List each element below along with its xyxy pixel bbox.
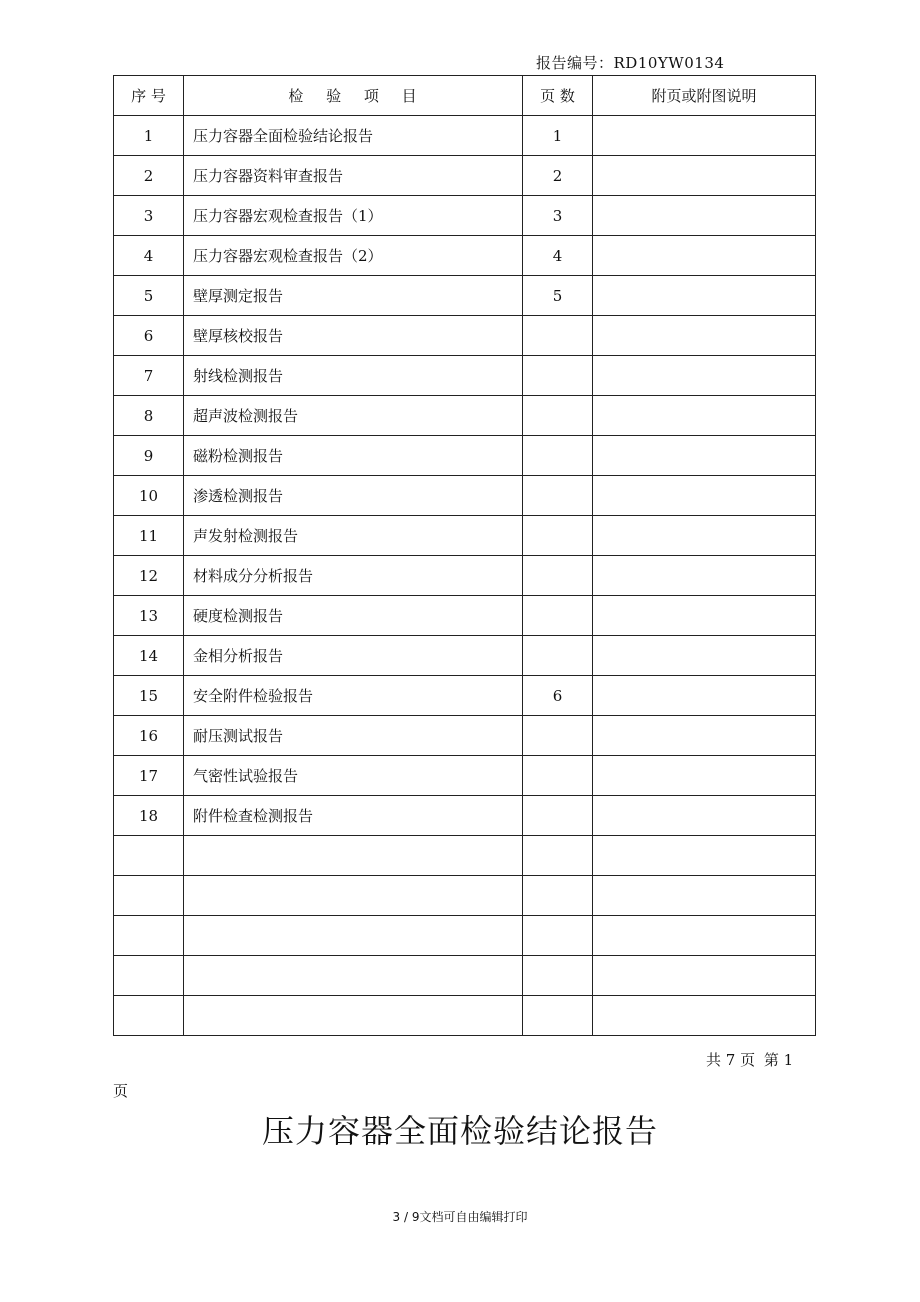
cell-seq: 4	[114, 236, 184, 276]
cell-seq: 17	[114, 756, 184, 796]
report-index-table	[113, 75, 816, 1036]
cell-pages: 6	[523, 676, 593, 716]
table-row	[114, 636, 816, 676]
table-row	[114, 436, 816, 476]
cell-item: 金相分析报告	[184, 636, 523, 676]
header-pages: 页 数	[523, 76, 593, 116]
cell-pages	[523, 396, 593, 436]
table-row	[114, 116, 816, 156]
cell-item	[184, 996, 523, 1036]
table-row	[114, 316, 816, 356]
cell-note	[593, 756, 816, 796]
cell-pages	[523, 996, 593, 1036]
cell-note	[593, 276, 816, 316]
header-seq: 序 号	[114, 76, 184, 116]
cell-note	[593, 876, 816, 916]
cell-seq: 3	[114, 196, 184, 236]
cell-pages: 3	[523, 196, 593, 236]
cell-note	[593, 156, 816, 196]
cell-seq: 16	[114, 716, 184, 756]
cell-seq: 10	[114, 476, 184, 516]
page-counter-continuation: 页	[113, 1082, 129, 1100]
page-footer: 3 / 9文档可自由编辑打印	[392, 1210, 528, 1224]
table-row	[114, 996, 816, 1036]
cell-seq: 5	[114, 276, 184, 316]
cell-note	[593, 836, 816, 876]
cell-pages	[523, 796, 593, 836]
cell-note	[593, 636, 816, 676]
table-row	[114, 556, 816, 596]
cell-item: 声发射检测报告	[184, 516, 523, 556]
cell-pages	[523, 756, 593, 796]
table-row	[114, 476, 816, 516]
cell-seq: 12	[114, 556, 184, 596]
table-row	[114, 356, 816, 396]
cell-item: 材料成分分析报告	[184, 556, 523, 596]
cell-pages	[523, 836, 593, 876]
page-current: 第 1	[763, 1051, 794, 1069]
cell-note	[593, 316, 816, 356]
cell-note	[593, 356, 816, 396]
report-number: 报告编号：RD10YW0134	[536, 54, 725, 72]
cell-item	[184, 956, 523, 996]
cell-note	[593, 396, 816, 436]
table-row	[114, 836, 816, 876]
cell-note	[593, 556, 816, 596]
cell-note	[593, 436, 816, 476]
table-row	[114, 676, 816, 716]
cell-seq	[114, 836, 184, 876]
cell-pages	[523, 556, 593, 596]
cell-pages	[523, 596, 593, 636]
cell-note	[593, 236, 816, 276]
cell-item: 压力容器全面检验结论报告	[184, 116, 523, 156]
cell-pages	[523, 356, 593, 396]
cell-note	[593, 956, 816, 996]
cell-item: 压力容器宏观检查报告（1）	[184, 196, 523, 236]
cell-seq: 2	[114, 156, 184, 196]
cell-item: 耐压测试报告	[184, 716, 523, 756]
cell-seq: 18	[114, 796, 184, 836]
cell-note	[593, 116, 816, 156]
cell-pages	[523, 716, 593, 756]
page-total: 共 7 页	[706, 1051, 756, 1069]
cell-seq: 15	[114, 676, 184, 716]
cell-note	[593, 796, 816, 836]
cell-pages: 4	[523, 236, 593, 276]
cell-item: 超声波检测报告	[184, 396, 523, 436]
table-row	[114, 156, 816, 196]
table-row	[114, 716, 816, 756]
cell-item: 附件检查检测报告	[184, 796, 523, 836]
cell-item: 硬度检测报告	[184, 596, 523, 636]
cell-seq: 6	[114, 316, 184, 356]
cell-item: 气密性试验报告	[184, 756, 523, 796]
table-row	[114, 916, 816, 956]
table-row	[114, 596, 816, 636]
cell-seq: 7	[114, 356, 184, 396]
cell-note	[593, 516, 816, 556]
cell-seq: 14	[114, 636, 184, 676]
table-body	[114, 116, 816, 1036]
cell-seq	[114, 916, 184, 956]
cell-item: 壁厚核校报告	[184, 316, 523, 356]
table-header-row	[114, 76, 816, 116]
table-row	[114, 236, 816, 276]
cell-pages	[523, 956, 593, 996]
cell-item: 渗透检测报告	[184, 476, 523, 516]
cell-item: 壁厚测定报告	[184, 276, 523, 316]
table-row	[114, 396, 816, 436]
cell-pages: 2	[523, 156, 593, 196]
table-row	[114, 516, 816, 556]
table-row	[114, 196, 816, 236]
cell-note	[593, 916, 816, 956]
header-note: 附页或附图说明	[593, 76, 816, 116]
cell-pages	[523, 436, 593, 476]
cell-pages: 1	[523, 116, 593, 156]
cell-pages	[523, 916, 593, 956]
cell-seq	[114, 996, 184, 1036]
table-row	[114, 756, 816, 796]
cell-pages	[523, 476, 593, 516]
cell-note	[593, 476, 816, 516]
cell-note	[593, 596, 816, 636]
section-title: 压力容器全面检验结论报告	[261, 1112, 658, 1150]
cell-note	[593, 676, 816, 716]
page-counter	[706, 1049, 797, 1070]
cell-item	[184, 836, 523, 876]
cell-pages	[523, 876, 593, 916]
cell-seq	[114, 956, 184, 996]
cell-pages	[523, 316, 593, 356]
cell-pages	[523, 516, 593, 556]
cell-note	[593, 196, 816, 236]
cell-item	[184, 916, 523, 956]
table-row	[114, 796, 816, 836]
cell-seq: 8	[114, 396, 184, 436]
cell-seq: 11	[114, 516, 184, 556]
cell-item: 压力容器资料审查报告	[184, 156, 523, 196]
cell-seq	[114, 876, 184, 916]
cell-note	[593, 996, 816, 1036]
cell-item	[184, 876, 523, 916]
cell-item: 安全附件检验报告	[184, 676, 523, 716]
cell-seq: 1	[114, 116, 184, 156]
cell-item: 射线检测报告	[184, 356, 523, 396]
header-item: 检 验 项 目	[184, 76, 523, 116]
cell-item: 磁粉检测报告	[184, 436, 523, 476]
cell-pages: 5	[523, 276, 593, 316]
cell-note	[593, 716, 816, 756]
cell-item: 压力容器宏观检查报告（2）	[184, 236, 523, 276]
table-row	[114, 956, 816, 996]
table-row	[114, 876, 816, 916]
cell-pages	[523, 636, 593, 676]
cell-seq: 9	[114, 436, 184, 476]
cell-seq: 13	[114, 596, 184, 636]
table-row	[114, 276, 816, 316]
